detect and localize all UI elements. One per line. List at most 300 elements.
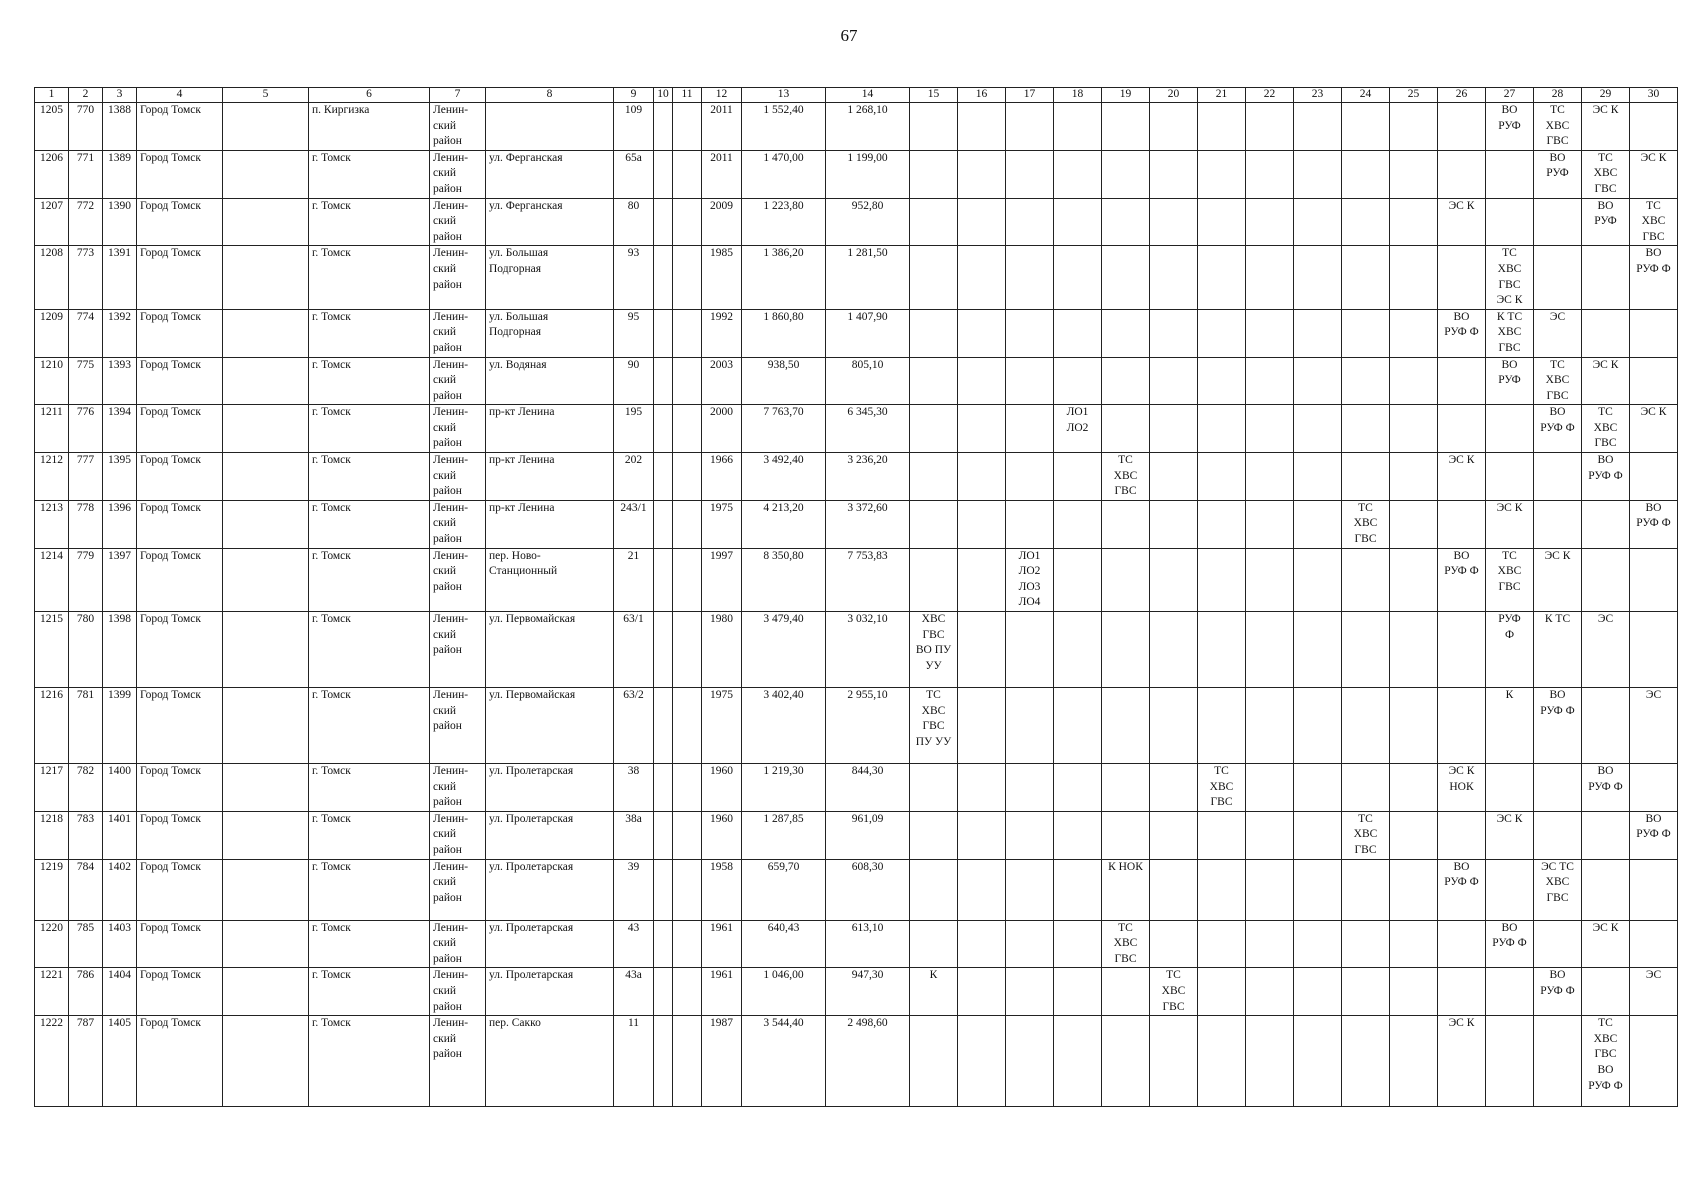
cell-col-9: 63/1 xyxy=(614,612,654,688)
cell-col-20 xyxy=(1150,453,1198,501)
cell-col-17 xyxy=(1006,764,1054,812)
cell-col-21 xyxy=(1198,1016,1246,1107)
cell-col-30: ЭС К xyxy=(1630,150,1678,198)
cell-col-30 xyxy=(1630,612,1678,688)
cell-col-26: ВО РУФ Ф xyxy=(1438,859,1486,920)
cell-col-21 xyxy=(1198,357,1246,405)
cell-col-29: ВО РУФ xyxy=(1582,198,1630,246)
cell-col-25 xyxy=(1390,1016,1438,1107)
cell-col-18 xyxy=(1054,612,1102,688)
cell-col-29 xyxy=(1582,859,1630,920)
cell-col-8: ул. Водяная xyxy=(486,357,614,405)
cell-col-1: 1218 xyxy=(35,811,69,859)
cell-col-10 xyxy=(654,309,673,357)
cell-col-27: ВО РУФ xyxy=(1486,357,1534,405)
cell-col-29: ЭС К xyxy=(1582,103,1630,151)
column-header-26: 26 xyxy=(1438,88,1486,103)
column-header-29: 29 xyxy=(1582,88,1630,103)
cell-col-26 xyxy=(1438,968,1486,1016)
table-row xyxy=(35,357,1678,405)
cell-col-6: г. Томск xyxy=(309,453,430,501)
cell-col-17 xyxy=(1006,920,1054,968)
cell-col-7: Ленин- ский район xyxy=(430,357,486,405)
cell-col-7: Ленин- ский район xyxy=(430,150,486,198)
cell-col-1: 1220 xyxy=(35,920,69,968)
column-header-28: 28 xyxy=(1534,88,1582,103)
cell-col-11 xyxy=(673,548,702,611)
column-header-17: 17 xyxy=(1006,88,1054,103)
cell-col-28 xyxy=(1534,764,1582,812)
cell-col-21 xyxy=(1198,688,1246,764)
cell-col-29 xyxy=(1582,309,1630,357)
cell-col-27 xyxy=(1486,1016,1534,1107)
cell-col-19 xyxy=(1102,764,1150,812)
cell-col-16 xyxy=(958,859,1006,920)
cell-col-13: 4 213,20 xyxy=(742,500,826,548)
cell-col-7: Ленин- ский район xyxy=(430,968,486,1016)
cell-col-29: ТС ХВС ГВС ВО РУФ Ф xyxy=(1582,1016,1630,1107)
cell-col-25 xyxy=(1390,811,1438,859)
cell-col-8: ул. Ферганская xyxy=(486,198,614,246)
cell-col-27 xyxy=(1486,405,1534,453)
cell-col-30: ВО РУФ Ф xyxy=(1630,246,1678,309)
cell-col-8: ул. Пролетарская xyxy=(486,968,614,1016)
cell-col-10 xyxy=(654,612,673,688)
cell-col-30 xyxy=(1630,859,1678,920)
cell-col-9: 80 xyxy=(614,198,654,246)
cell-col-26: ВО РУФ Ф xyxy=(1438,309,1486,357)
cell-col-11 xyxy=(673,198,702,246)
cell-col-12: 1958 xyxy=(702,859,742,920)
cell-col-16 xyxy=(958,103,1006,151)
cell-col-20 xyxy=(1150,103,1198,151)
cell-col-16 xyxy=(958,548,1006,611)
cell-col-27: К ТС ХВС ГВС xyxy=(1486,309,1534,357)
cell-col-20 xyxy=(1150,612,1198,688)
column-header-20: 20 xyxy=(1150,88,1198,103)
cell-col-2: 782 xyxy=(69,764,103,812)
cell-col-24 xyxy=(1342,357,1390,405)
cell-col-15 xyxy=(910,764,958,812)
cell-col-9: 63/2 xyxy=(614,688,654,764)
cell-col-22 xyxy=(1246,764,1294,812)
cell-col-17 xyxy=(1006,612,1054,688)
cell-col-10 xyxy=(654,811,673,859)
cell-col-4: Город Томск xyxy=(137,198,223,246)
cell-col-25 xyxy=(1390,103,1438,151)
cell-col-2: 772 xyxy=(69,198,103,246)
cell-col-26 xyxy=(1438,357,1486,405)
cell-col-26 xyxy=(1438,612,1486,688)
cell-col-25 xyxy=(1390,688,1438,764)
cell-col-11 xyxy=(673,811,702,859)
cell-col-7: Ленин- ский район xyxy=(430,500,486,548)
column-header-22: 22 xyxy=(1246,88,1294,103)
cell-col-17: ЛО1 ЛО2 ЛО3 ЛО4 xyxy=(1006,548,1054,611)
cell-col-18 xyxy=(1054,548,1102,611)
column-header-5: 5 xyxy=(223,88,309,103)
cell-col-27: ВО РУФ xyxy=(1486,103,1534,151)
cell-col-10 xyxy=(654,357,673,405)
cell-col-20 xyxy=(1150,811,1198,859)
cell-col-18 xyxy=(1054,150,1102,198)
cell-col-19: К НОК xyxy=(1102,859,1150,920)
cell-col-20 xyxy=(1150,246,1198,309)
cell-col-22 xyxy=(1246,453,1294,501)
cell-col-6: г. Томск xyxy=(309,920,430,968)
cell-col-16 xyxy=(958,246,1006,309)
table-row xyxy=(35,920,1678,968)
cell-col-15 xyxy=(910,150,958,198)
table-row xyxy=(35,500,1678,548)
cell-col-18 xyxy=(1054,764,1102,812)
cell-col-6: г. Томск xyxy=(309,309,430,357)
cell-col-28: ВО РУФ xyxy=(1534,150,1582,198)
cell-col-27 xyxy=(1486,453,1534,501)
cell-col-29: ВО РУФ Ф xyxy=(1582,764,1630,812)
cell-col-9: 95 xyxy=(614,309,654,357)
cell-col-30 xyxy=(1630,548,1678,611)
cell-col-3: 1405 xyxy=(103,1016,137,1107)
cell-col-16 xyxy=(958,811,1006,859)
cell-col-22 xyxy=(1246,548,1294,611)
cell-col-13: 1 219,30 xyxy=(742,764,826,812)
cell-col-28: ЭС xyxy=(1534,309,1582,357)
cell-col-28: ТС ХВС ГВС xyxy=(1534,103,1582,151)
cell-col-6: г. Томск xyxy=(309,198,430,246)
cell-col-4: Город Томск xyxy=(137,453,223,501)
cell-col-22 xyxy=(1246,1016,1294,1107)
cell-col-18 xyxy=(1054,859,1102,920)
cell-col-20: ТС ХВС ГВС xyxy=(1150,968,1198,1016)
cell-col-17 xyxy=(1006,103,1054,151)
cell-col-17 xyxy=(1006,198,1054,246)
cell-col-1: 1217 xyxy=(35,764,69,812)
cell-col-26: ЭС К xyxy=(1438,1016,1486,1107)
cell-col-6: г. Томск xyxy=(309,968,430,1016)
registry-table xyxy=(34,87,1678,1107)
cell-col-22 xyxy=(1246,150,1294,198)
cell-col-1: 1205 xyxy=(35,103,69,151)
cell-col-13: 3 479,40 xyxy=(742,612,826,688)
cell-col-14: 1 268,10 xyxy=(826,103,910,151)
column-header-24: 24 xyxy=(1342,88,1390,103)
cell-col-17 xyxy=(1006,357,1054,405)
cell-col-20 xyxy=(1150,859,1198,920)
cell-col-27: ТС ХВС ГВС xyxy=(1486,548,1534,611)
cell-col-2: 773 xyxy=(69,246,103,309)
cell-col-21 xyxy=(1198,548,1246,611)
cell-col-20 xyxy=(1150,548,1198,611)
column-header-8: 8 xyxy=(486,88,614,103)
cell-col-13: 640,43 xyxy=(742,920,826,968)
cell-col-1: 1216 xyxy=(35,688,69,764)
cell-col-10 xyxy=(654,150,673,198)
cell-col-22 xyxy=(1246,309,1294,357)
cell-col-5 xyxy=(223,612,309,688)
cell-col-4: Город Томск xyxy=(137,309,223,357)
cell-col-15: ХВС ГВС ВО ПУ УУ xyxy=(910,612,958,688)
cell-col-18 xyxy=(1054,1016,1102,1107)
cell-col-16 xyxy=(958,357,1006,405)
cell-col-14: 1 199,00 xyxy=(826,150,910,198)
cell-col-14: 961,09 xyxy=(826,811,910,859)
column-header-27: 27 xyxy=(1486,88,1534,103)
cell-col-18 xyxy=(1054,811,1102,859)
cell-col-21: ТС ХВС ГВС xyxy=(1198,764,1246,812)
cell-col-19 xyxy=(1102,357,1150,405)
cell-col-6: г. Томск xyxy=(309,859,430,920)
cell-col-17 xyxy=(1006,968,1054,1016)
cell-col-20 xyxy=(1150,150,1198,198)
cell-col-22 xyxy=(1246,500,1294,548)
cell-col-21 xyxy=(1198,453,1246,501)
cell-col-20 xyxy=(1150,500,1198,548)
cell-col-19 xyxy=(1102,405,1150,453)
cell-col-27 xyxy=(1486,968,1534,1016)
cell-col-23 xyxy=(1294,548,1342,611)
cell-col-26 xyxy=(1438,103,1486,151)
cell-col-6: г. Томск xyxy=(309,405,430,453)
cell-col-24 xyxy=(1342,405,1390,453)
column-header-15: 15 xyxy=(910,88,958,103)
column-header-4: 4 xyxy=(137,88,223,103)
column-header-13: 13 xyxy=(742,88,826,103)
cell-col-11 xyxy=(673,309,702,357)
column-header-25: 25 xyxy=(1390,88,1438,103)
cell-col-5 xyxy=(223,968,309,1016)
cell-col-10 xyxy=(654,688,673,764)
cell-col-27: ТС ХВС ГВС ЭС К xyxy=(1486,246,1534,309)
cell-col-14: 2 498,60 xyxy=(826,1016,910,1107)
cell-col-19 xyxy=(1102,246,1150,309)
cell-col-20 xyxy=(1150,920,1198,968)
cell-col-16 xyxy=(958,920,1006,968)
column-header-3: 3 xyxy=(103,88,137,103)
cell-col-26 xyxy=(1438,920,1486,968)
cell-col-28 xyxy=(1534,453,1582,501)
cell-col-25 xyxy=(1390,405,1438,453)
cell-col-21 xyxy=(1198,103,1246,151)
cell-col-7: Ленин- ский район xyxy=(430,811,486,859)
cell-col-30 xyxy=(1630,920,1678,968)
cell-col-15 xyxy=(910,309,958,357)
cell-col-2: 778 xyxy=(69,500,103,548)
cell-col-25 xyxy=(1390,198,1438,246)
cell-col-8: ул. Большая Подгорная xyxy=(486,309,614,357)
cell-col-18 xyxy=(1054,920,1102,968)
cell-col-12: 1997 xyxy=(702,548,742,611)
cell-col-23 xyxy=(1294,453,1342,501)
cell-col-2: 784 xyxy=(69,859,103,920)
cell-col-6: г. Томск xyxy=(309,150,430,198)
cell-col-4: Город Томск xyxy=(137,548,223,611)
cell-col-4: Город Томск xyxy=(137,811,223,859)
table-row xyxy=(35,968,1678,1016)
cell-col-30 xyxy=(1630,1016,1678,1107)
cell-col-21 xyxy=(1198,811,1246,859)
cell-col-16 xyxy=(958,612,1006,688)
table-row xyxy=(35,405,1678,453)
cell-col-16 xyxy=(958,198,1006,246)
cell-col-18 xyxy=(1054,246,1102,309)
cell-col-1: 1211 xyxy=(35,405,69,453)
cell-col-25 xyxy=(1390,500,1438,548)
cell-col-9: 43 xyxy=(614,920,654,968)
cell-col-10 xyxy=(654,405,673,453)
cell-col-27: ЭС К xyxy=(1486,811,1534,859)
cell-col-24 xyxy=(1342,1016,1390,1107)
cell-col-6: г. Томск xyxy=(309,1016,430,1107)
cell-col-25 xyxy=(1390,357,1438,405)
cell-col-12: 1961 xyxy=(702,920,742,968)
cell-col-24 xyxy=(1342,150,1390,198)
cell-col-26 xyxy=(1438,246,1486,309)
cell-col-15: ТС ХВС ГВС ПУ УУ xyxy=(910,688,958,764)
cell-col-20 xyxy=(1150,357,1198,405)
cell-col-16 xyxy=(958,688,1006,764)
column-header-30: 30 xyxy=(1630,88,1678,103)
cell-col-19 xyxy=(1102,612,1150,688)
cell-col-4: Город Томск xyxy=(137,859,223,920)
cell-col-28 xyxy=(1534,1016,1582,1107)
cell-col-23 xyxy=(1294,150,1342,198)
cell-col-11 xyxy=(673,246,702,309)
cell-col-17 xyxy=(1006,688,1054,764)
cell-col-23 xyxy=(1294,612,1342,688)
cell-col-20 xyxy=(1150,198,1198,246)
cell-col-1: 1208 xyxy=(35,246,69,309)
cell-col-2: 781 xyxy=(69,688,103,764)
cell-col-13: 1 386,20 xyxy=(742,246,826,309)
cell-col-17 xyxy=(1006,1016,1054,1107)
cell-col-23 xyxy=(1294,811,1342,859)
cell-col-3: 1398 xyxy=(103,612,137,688)
page-number: 67 xyxy=(840,26,858,45)
cell-col-26: ВО РУФ Ф xyxy=(1438,548,1486,611)
cell-col-21 xyxy=(1198,246,1246,309)
cell-col-2: 785 xyxy=(69,920,103,968)
cell-col-7: Ленин- ский район xyxy=(430,764,486,812)
cell-col-25 xyxy=(1390,309,1438,357)
cell-col-16 xyxy=(958,405,1006,453)
cell-col-24 xyxy=(1342,246,1390,309)
cell-col-3: 1401 xyxy=(103,811,137,859)
cell-col-26: ЭС К xyxy=(1438,198,1486,246)
cell-col-1: 1212 xyxy=(35,453,69,501)
column-header-23: 23 xyxy=(1294,88,1342,103)
cell-col-28 xyxy=(1534,920,1582,968)
cell-col-14: 3 372,60 xyxy=(826,500,910,548)
cell-col-2: 779 xyxy=(69,548,103,611)
cell-col-14: 1 407,90 xyxy=(826,309,910,357)
cell-col-30 xyxy=(1630,764,1678,812)
cell-col-8: ул. Пролетарская xyxy=(486,811,614,859)
cell-col-3: 1402 xyxy=(103,859,137,920)
cell-col-11 xyxy=(673,688,702,764)
cell-col-2: 787 xyxy=(69,1016,103,1107)
cell-col-19 xyxy=(1102,811,1150,859)
cell-col-10 xyxy=(654,859,673,920)
cell-col-1: 1206 xyxy=(35,150,69,198)
cell-col-30 xyxy=(1630,453,1678,501)
cell-col-15 xyxy=(910,859,958,920)
cell-col-27 xyxy=(1486,150,1534,198)
cell-col-6: г. Томск xyxy=(309,357,430,405)
cell-col-3: 1388 xyxy=(103,103,137,151)
cell-col-4: Город Томск xyxy=(137,357,223,405)
cell-col-15 xyxy=(910,246,958,309)
cell-col-19 xyxy=(1102,500,1150,548)
cell-col-2: 771 xyxy=(69,150,103,198)
cell-col-3: 1393 xyxy=(103,357,137,405)
cell-col-7: Ленин- ский район xyxy=(430,246,486,309)
cell-col-21 xyxy=(1198,968,1246,1016)
cell-col-17 xyxy=(1006,500,1054,548)
cell-col-5 xyxy=(223,500,309,548)
cell-col-16 xyxy=(958,500,1006,548)
cell-col-3: 1389 xyxy=(103,150,137,198)
cell-col-4: Город Томск xyxy=(137,1016,223,1107)
cell-col-15 xyxy=(910,500,958,548)
cell-col-19 xyxy=(1102,103,1150,151)
cell-col-24 xyxy=(1342,548,1390,611)
cell-col-11 xyxy=(673,103,702,151)
column-number-header-row xyxy=(35,88,1678,103)
cell-col-16 xyxy=(958,968,1006,1016)
cell-col-6: г. Томск xyxy=(309,688,430,764)
column-header-2: 2 xyxy=(69,88,103,103)
cell-col-8 xyxy=(486,103,614,151)
cell-col-7: Ленин- ский район xyxy=(430,198,486,246)
cell-col-13: 3 544,40 xyxy=(742,1016,826,1107)
cell-col-14: 7 753,83 xyxy=(826,548,910,611)
cell-col-6: п. Киргизка xyxy=(309,103,430,151)
cell-col-14: 844,30 xyxy=(826,764,910,812)
cell-col-22 xyxy=(1246,612,1294,688)
cell-col-12: 1975 xyxy=(702,688,742,764)
cell-col-4: Город Томск xyxy=(137,968,223,1016)
cell-col-21 xyxy=(1198,198,1246,246)
cell-col-18: ЛО1 ЛО2 xyxy=(1054,405,1102,453)
cell-col-23 xyxy=(1294,357,1342,405)
cell-col-24 xyxy=(1342,920,1390,968)
cell-col-23 xyxy=(1294,500,1342,548)
cell-col-13: 659,70 xyxy=(742,859,826,920)
cell-col-30 xyxy=(1630,357,1678,405)
cell-col-2: 775 xyxy=(69,357,103,405)
cell-col-10 xyxy=(654,968,673,1016)
cell-col-8: ул. Пролетарская xyxy=(486,920,614,968)
column-header-7: 7 xyxy=(430,88,486,103)
cell-col-3: 1395 xyxy=(103,453,137,501)
cell-col-14: 952,80 xyxy=(826,198,910,246)
cell-col-7: Ленин- ский район xyxy=(430,612,486,688)
cell-col-13: 8 350,80 xyxy=(742,548,826,611)
cell-col-8: ул. Первомайская xyxy=(486,688,614,764)
cell-col-12: 1975 xyxy=(702,500,742,548)
cell-col-3: 1400 xyxy=(103,764,137,812)
cell-col-15 xyxy=(910,453,958,501)
cell-col-20 xyxy=(1150,405,1198,453)
cell-col-10 xyxy=(654,198,673,246)
table-row xyxy=(35,198,1678,246)
cell-col-22 xyxy=(1246,920,1294,968)
cell-col-30: ВО РУФ Ф xyxy=(1630,811,1678,859)
cell-col-8: пр-кт Ленина xyxy=(486,500,614,548)
cell-col-10 xyxy=(654,246,673,309)
table-row xyxy=(35,764,1678,812)
